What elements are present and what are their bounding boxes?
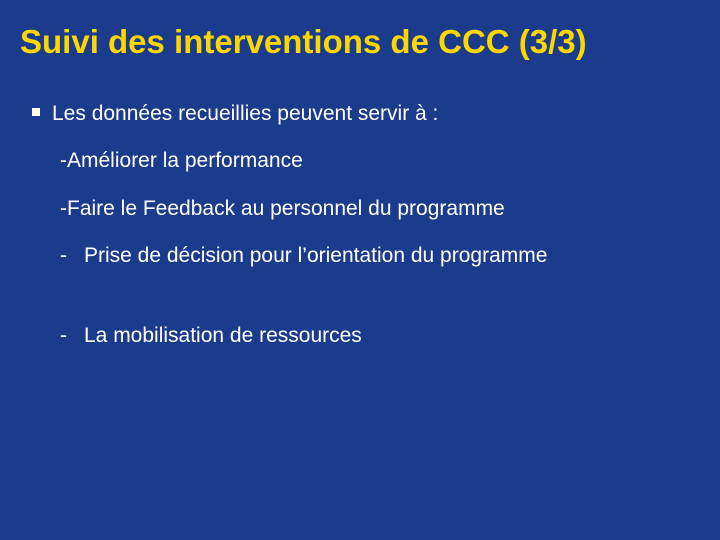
sub-item-text: La mobilisation de ressources	[84, 324, 362, 347]
dash-marker: -	[60, 324, 67, 347]
sub-item-text: Améliorer la performance	[67, 149, 303, 172]
sub-item-text: Faire le Feedback au personnel du programme	[67, 197, 505, 220]
sub-item-resources	[60, 319, 700, 352]
sub-item-feedback	[60, 192, 700, 225]
sub-item-text: Prise de décision pour l’orientation du programme	[84, 244, 548, 267]
square-bullet-icon	[32, 108, 40, 116]
dash-marker: -	[60, 244, 67, 267]
sub-item-decision	[60, 239, 700, 272]
bullet-item	[32, 97, 692, 131]
dash-marker: -	[60, 149, 67, 172]
sub-item-performance	[60, 144, 700, 177]
slide-title: Suivi des interventions de CCC (3/3)	[20, 23, 587, 60]
dash-marker: -	[60, 197, 67, 220]
bullet-text: Les données recueillies peuvent servir à :	[52, 102, 439, 125]
